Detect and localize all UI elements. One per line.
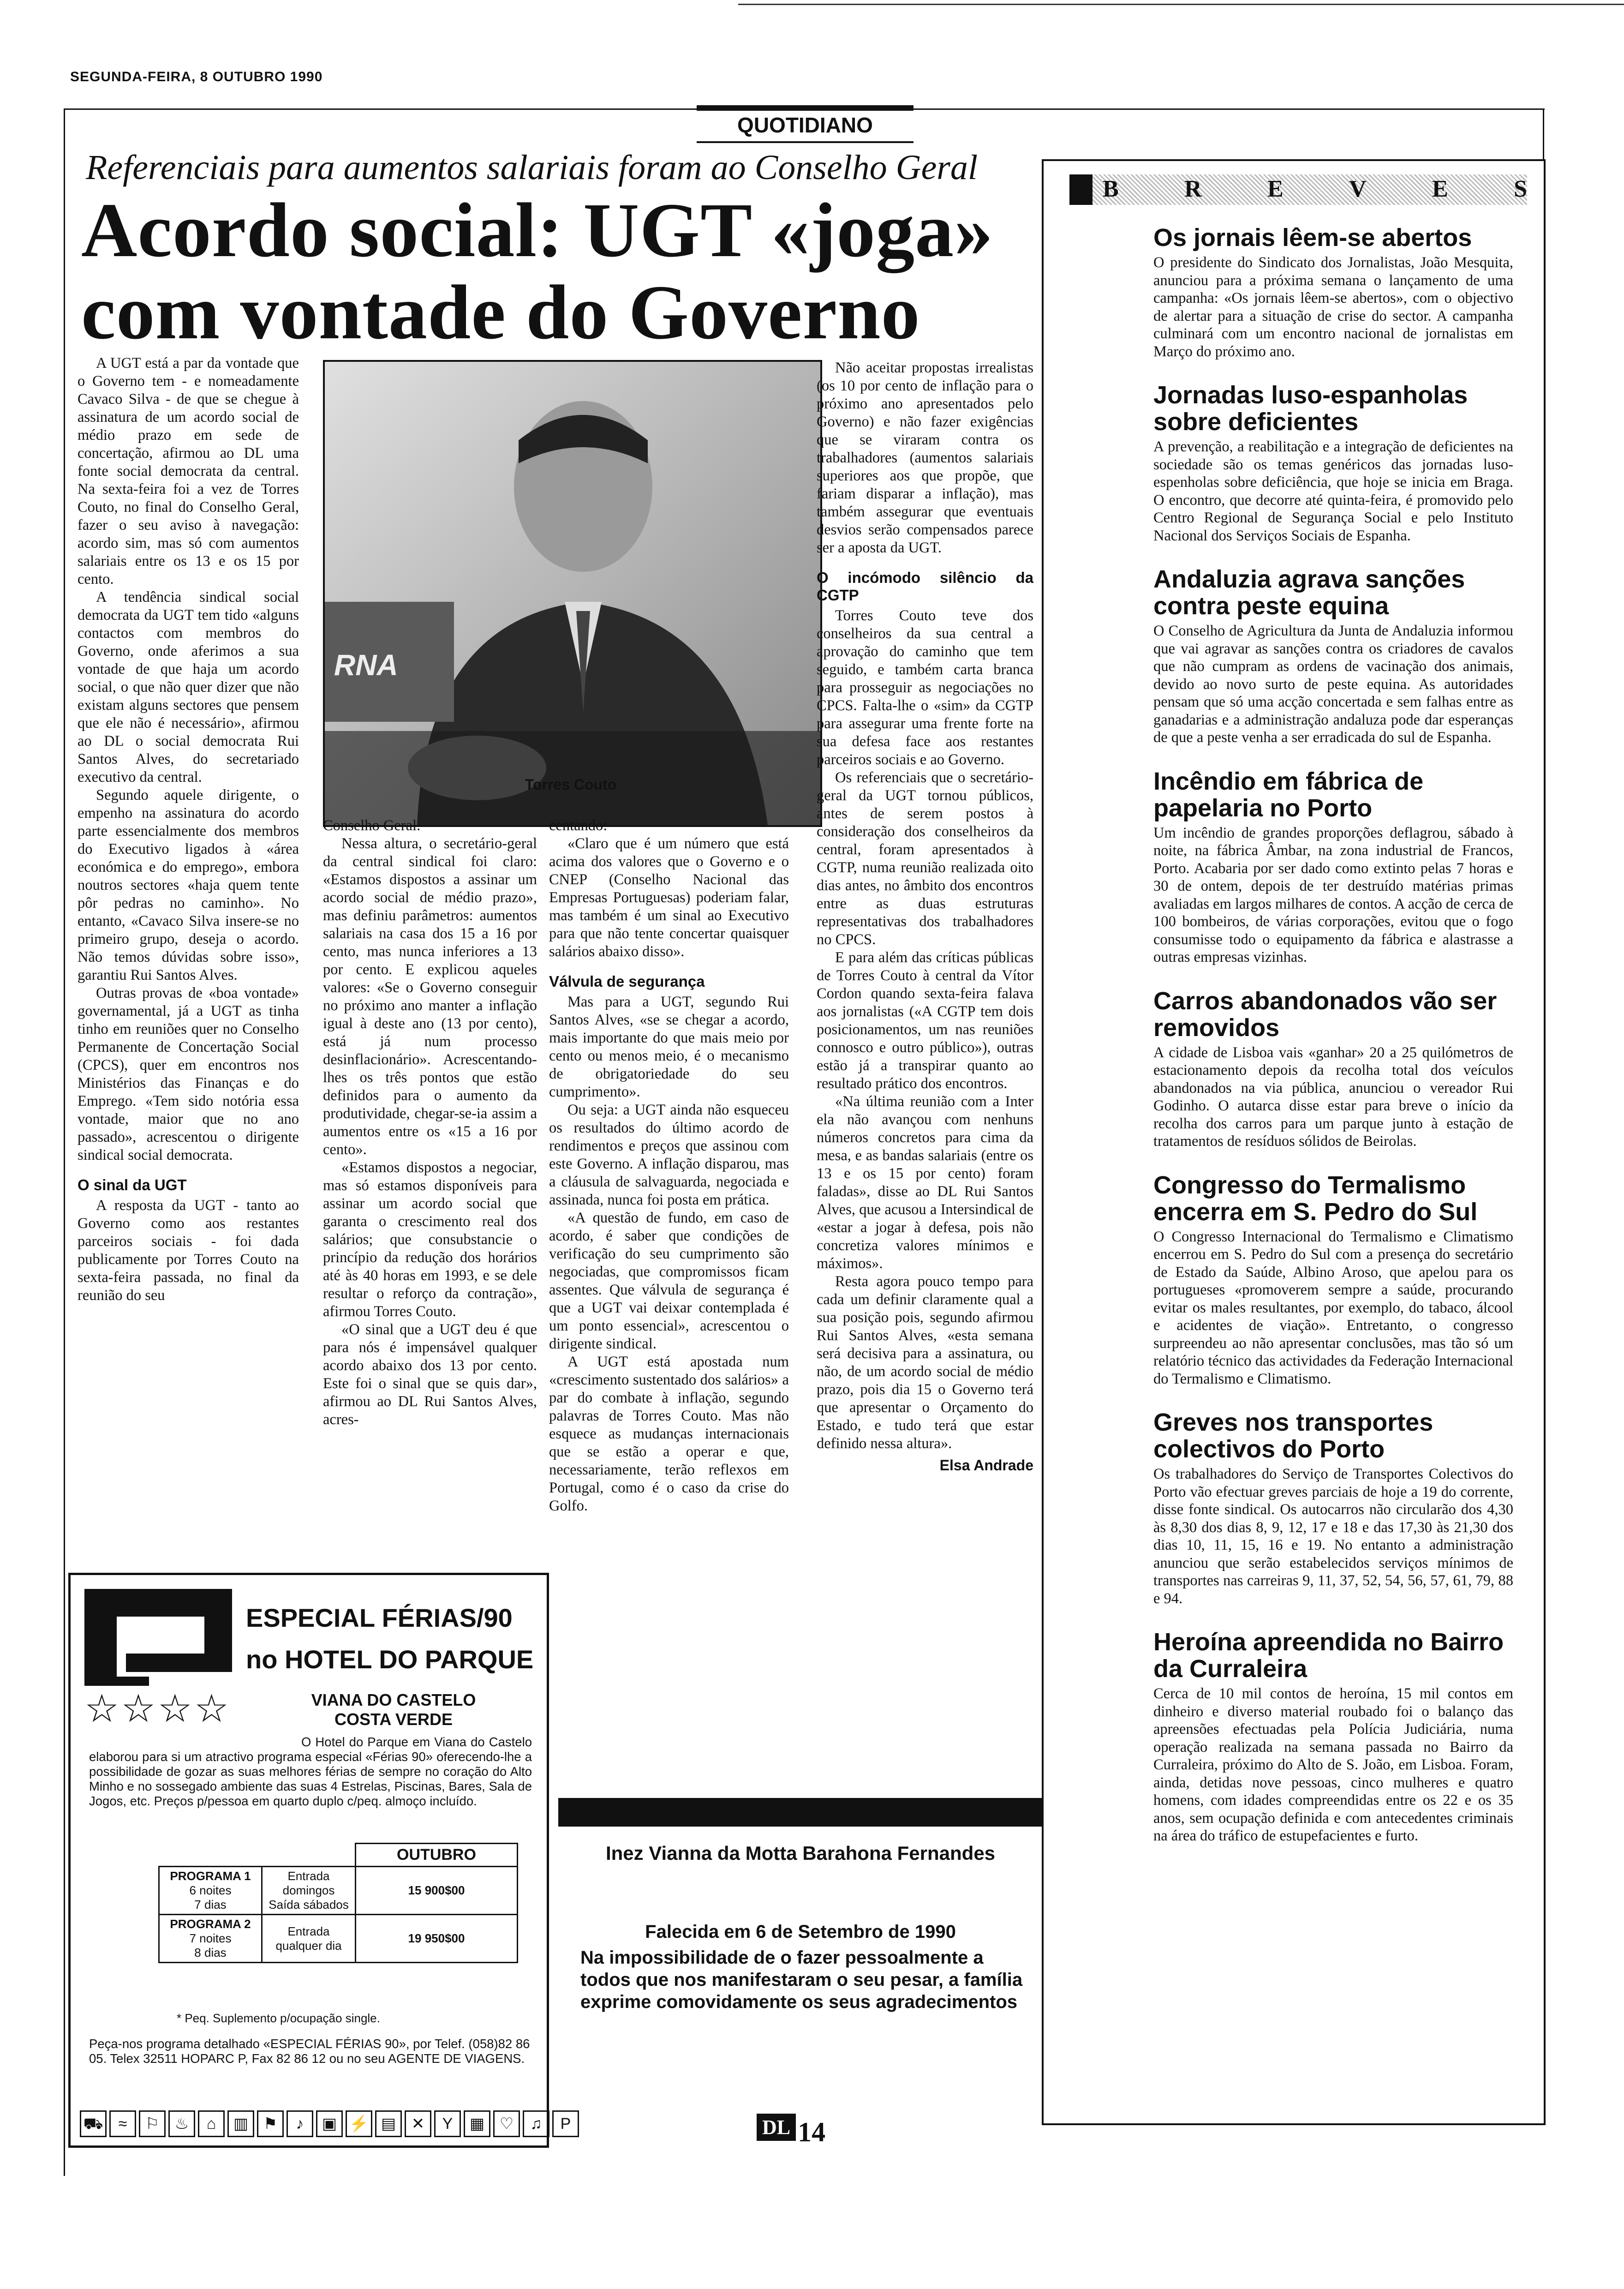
- article-column-1: [78, 354, 299, 1305]
- program-nights: 6 noites: [189, 1883, 232, 1897]
- brief-title: Andaluzia agrava sanções contra peste equina: [1153, 565, 1465, 620]
- paragraph: «Na última reunião com a Inter ela não avançou com nenhuns números concretos para cima da mesa, e as bandas salariais (entre os 13 e os 15 por cento) foram faladas», disse ao DL Rui Santos Alves, que acusou a Intersindical de «estar a jogar à defesa, pois não concretiza valores mínimos e máximos».: [817, 1093, 1033, 1272]
- ad-title-1: ESPECIAL FÉRIAS/90: [246, 1603, 513, 1632]
- table-row: [159, 1867, 518, 1915]
- v220-icon: ⚡: [346, 2110, 372, 2137]
- brief-item: [1153, 566, 1513, 747]
- sport-icon: ⚐: [139, 2110, 166, 2137]
- section-underline: [697, 141, 914, 143]
- program-price: 15 900$00: [356, 1867, 518, 1915]
- paragraph: Não aceitar propostas irrealistas (os 10 por cento de inflação para o próximo ano apresentados pelo Governo) e não fazer exigências que se viraram contra os trabalhadores (aumentos salariais superiores aos que propõe, que fariam disparar a inflação), mas também assegurar que eventuais desvios serão compensados parece ser a aposta da UGT.: [817, 360, 1033, 556]
- paragraph: Torres Couto teve dos conselheiros da sua central a aprovação do caminho que tem seguido, e também carta branca para prosseguir as negociações no CPCS. Falta-lhe o «sim» da CGTP para assegurar uma frente forte na sua defesa face aos restantes parceiros sociais e ao Governo.: [817, 607, 1033, 768]
- breves-letter: E: [1432, 176, 1448, 202]
- headline: [81, 189, 993, 354]
- article-column-3: [549, 817, 789, 1515]
- breves-label: [1103, 175, 1527, 203]
- music-icon: ♫: [523, 2110, 549, 2137]
- glass-icon: Y: [434, 2110, 461, 2137]
- breves-letter: B: [1103, 176, 1119, 202]
- obituary-name: Inez Vianna da Motta Barahona Fernandes: [605, 1842, 996, 1864]
- obituary-black-bar: [558, 1798, 1043, 1827]
- ad-place-2: COSTA VERDE: [334, 1710, 453, 1729]
- section-label: QUOTIDIANO: [737, 113, 873, 137]
- brief-title: Os jornais lêem-se abertos: [1153, 224, 1472, 252]
- ad-body: O Hotel do Parque em Viana do Castelo elaborou para si um atractivo programa especial «Férias 90» oferecendo-lhe a possibilidade de gozar as suas melhores férias de sempre no coração do Alto Minho e no sossegado ambiente das suas 4 Estrelas, Piscinas, Bares, Sala de Jogos, etc. Preços p/pessoa em quarto duplo c/peq. almoço incluído.: [89, 1735, 532, 1808]
- top-edge-line: [738, 4, 1624, 5]
- program-days: 7 dias: [194, 1898, 227, 1911]
- portrait-icon: [325, 362, 820, 825]
- building-icon: ▥: [227, 2110, 254, 2137]
- cinema-icon: ▤: [375, 2110, 402, 2137]
- breves-letter: R: [1184, 176, 1202, 202]
- paragraph: A resposta da UGT - tanto ao Governo como aos restantes parceiros sociais - foi dada publicamente por Torres Couto na sexta-feira passada, no final da reunião do seu: [78, 1197, 299, 1304]
- paragraph: A tendência sindical social democrata da UGT tem tido «alguns contactos com membros do Governo, onde aferimos a sua vontade de que haja um acordo social, o que não quer dizer que não existam alguns sectores que pensem que ele não é necessário», afirmou ao DL o social democrata Rui Santos Alves, do secretariado executivo da central.: [78, 589, 299, 785]
- price-table: [158, 1843, 518, 1963]
- program-entry: Entrada qualquer dia: [275, 1924, 342, 1953]
- program-days: 8 dias: [194, 1946, 227, 1959]
- brief-title: Incêndio em fábrica de papelaria no Porto: [1153, 767, 1424, 822]
- brief-title: Jornadas luso-espanholas sobre deficientes: [1153, 381, 1468, 436]
- paragraph: Segundo aquele dirigente, o empenho na assinatura do acordo parte essencialmente dos membros do Executivo ligados à «área económica e do emprego», embora noutros sectores «haja quem tente pôr pedras no caminho». No entanto, «Cavaco Silva insere-se no primeiro grupo, deseja o acordo. Não temos dúvidas sobre isso», garantiu Rui Santos Alves.: [78, 787, 299, 983]
- paragraph: Os referenciais que o secretário-geral da UGT tornou públicos, antes de serem postos à consideração dos conselheiros da central, foram apresentados à CGTP, numa reunião realizada oito dias antes, no âmbito dos encontros entre as duas estruturas representativas dos trabalhadores no CPCS.: [817, 769, 1033, 948]
- paragraph: «Estamos dispostos a negociar, mas só estamos disponíveis para assinar um acordo social que garanta o crescimento real dos salários; que consubstancie o princípio da redução dos horários até às 40 horas em 1993, e se dele resultar o reforço da contração», afirmou Torres Couto.: [323, 1159, 537, 1320]
- paragraph: «A questão de fundo, em caso de acordo, é saber que condições de verificação do seu cumprimento são negociadas, que compromissos ficam assentes. Que válvula de segurança é que a UGT vai deixar contemplada é um ponto essencial», acrescentou o dirigente sindical.: [549, 1210, 789, 1352]
- brief-item: [1153, 224, 1513, 360]
- no-icon: ✕: [405, 2110, 431, 2137]
- program-label: PROGRAMA 2: [170, 1917, 251, 1931]
- subheading: O incómodo silêncio da CGTP: [817, 569, 1033, 604]
- paragraph: Ou seja: a UGT ainda não esqueceu os resultados do último acordo de rendimentos e preços que assinou com este Governo. A inflação disparou, mas a cláusula de salvaguarda, negociada e assinada, nunca foi posta em prática.: [549, 1102, 789, 1208]
- torres-couto-photo: [323, 360, 822, 827]
- hanger-icon: ⌂: [198, 2110, 225, 2137]
- breves-letter: V: [1349, 176, 1367, 202]
- car-icon: ⛟: [80, 2110, 107, 2137]
- photo-caption: Torres Couto: [525, 776, 617, 793]
- program-exit: Saída sábados: [269, 1898, 349, 1911]
- parking-icon: P: [552, 2110, 579, 2137]
- paragraph: A UGT está a par da vontade que o Governo tem - e nomeadamente Cavaco Silva - de que se chegue à assinatura de um acordo social de médio prazo em sede de concertação, afirmou ao DL uma fonte social democrata da central. Na sexta-feira foi a vez de Torres Couto, no final do Conselho Geral, fazer o seu aviso à navegação: acordo sim, mas só com aumentos salariais entre os 13 e os 15 por cento.: [78, 355, 299, 587]
- page-footer: [757, 2114, 904, 2151]
- bell-icon: ♡: [493, 2110, 520, 2137]
- dateline: SEGUNDA-FEIRA, 8 OUTUBRO 1990: [70, 69, 323, 84]
- page-number: 14: [798, 2116, 826, 2147]
- table-row: [159, 1915, 518, 1963]
- amenity-icons: [80, 2110, 582, 2137]
- program-label: PROGRAMA 1: [170, 1869, 251, 1883]
- frame-left-rule: [64, 108, 65, 2176]
- ad-note: * Peq. Suplemento p/ocupação single.: [177, 2011, 380, 2025]
- frame-right-rule: [1543, 108, 1544, 159]
- headline-line-2: com vontade do Governo: [81, 270, 920, 355]
- paragraph: Outras provas de «boa vontade» governamental, já a UGT as tinha tinho em reuniões quer no Conselho Permanente de Concertação Social (CPCS), quer em encontros nos Ministérios das Finanças e do Emprego. «Tem sido notória essa vontade, maior que no ano passado», acrescentou o dirigente sindical social democrata.: [78, 985, 299, 1163]
- breves-square: [1069, 174, 1093, 205]
- table-header: OUTUBRO: [356, 1844, 518, 1867]
- golf-icon: ⚑: [257, 2110, 284, 2137]
- hotel-logo-icon: [84, 1584, 237, 1695]
- paragraph: Resta agora pouco tempo para cada um definir claramente qual a sua posição pois, segundo afirmou Rui Santos Alves, «esta semana será decisiva para a assinatura, ou não, de um acordo social de médio prazo, pois dia 15 o Governo terá que apresentar o Orçamento do Estado, e tudo terá que estar definido nessa altura».: [817, 1273, 1033, 1452]
- brief-item: [1153, 988, 1513, 1150]
- brief-title: Congresso do Termalismo encerra em S. Pedro do Sul: [1153, 1171, 1478, 1226]
- article-column-2: [323, 817, 537, 1429]
- ad-place-1: VIANA DO CASTELO: [311, 1690, 476, 1709]
- section-bar: [697, 105, 914, 111]
- brief-text: Cerca de 10 mil contos de heroína, 15 mil contos em dinheiro e diverso material roubado foi o balanço das apreensões efectuadas pela Polícia Judiciária, numa operação realizada na semana passada no Bairro da Curraleira, próximo do Alto de S. João, em Lisboa. Foram, ainda, detidas nove pessoas, cinco mulheres e quatro homens, com idades compreendidas entre os 22 e os 35 anos, sem ocupação definida e com antecedentes criminais na área do tráfico de estupefacientes e furto.: [1153, 1685, 1513, 1844]
- paragraph: E para além das críticas públicas de Torres Couto à central da Vítor Cordon quando sexta-feira falava aos jornalistas («A CGTP tem dois posicionamentos, um nas reuniões connosco e outro público»), outras estão já a transpirar quanto ao resultado prático dos encontros.: [817, 949, 1033, 1092]
- breves-letter: E: [1267, 176, 1284, 202]
- subheading: O sinal da UGT: [78, 1176, 187, 1193]
- dining-icon: ▦: [464, 2110, 490, 2137]
- paragraph: centando:: [549, 817, 608, 834]
- program-price: 19 950$00: [356, 1915, 518, 1963]
- paragraph: «Claro que é um número que está acima dos valores que o Governo e o CNEP (Conselho Nacional das Empresas Portuguesas) poderiam falar, mas também é um sinal ao Executivo para que não tente concertar quaisquer salários abaixo disso».: [549, 835, 789, 960]
- brief-item: [1153, 1172, 1513, 1388]
- brief-text: O Conselho de Agricultura da Junta de Andaluzia informou que vai agravar as sanções contra os criadores de cavalos que não cumpram as ordens de vacinação dos animais, devido ao novo surto de peste equina. As autoridades pensam que só uma acção concertada e sem falhas entre as ganadarias e a administração andaluza pode dar esperanças de que a peste venha a ser erradicada do sul de Espanha.: [1153, 623, 1513, 746]
- paragraph: Mas para a UGT, segundo Rui Santos Alves, «se se chegar a acordo, mais importante do que mais meio por cento ou menos meio, é o mecanismo de obrigatoriedade do seu cumprimento».: [549, 994, 789, 1100]
- brief-text: Os trabalhadores do Serviço de Transportes Colectivos do Porto vão efectuar greves parciais de hoje a 19 do corrente, disse fonte sindical. Os autocarros não circularão dos 4,30 às 8,30 dos dias 8, 9, 12, 17 e 18 e das 17,30 às 21,30 dos dias 10, 11, 15, 16 e 19. No entanto a administração anunciou que serão estabelecidos serviços mínimos de transportes nas carreiras 9, 11, 37, 52, 54, 56, 57, 61, 79, 88 e 94.: [1153, 1466, 1513, 1607]
- obituary-text: Na impossibilidade de o fazer pessoalmente a todos que nos manifestaram o seu pesar, a família exprime comovidamente os seus agradecimentos: [580, 1947, 1023, 2012]
- ad-title-2: no HOTEL DO PARQUE: [246, 1645, 534, 1674]
- subheading: Válvula de segurança: [549, 973, 705, 990]
- paragraph: «O sinal que a UGT deu é que para nós é impensável qualquer acordo abaixo dos 13 por cento. Este foi o sinal que se quis dar», afirmou ao DL Rui Santos Alves, acres-: [323, 1321, 537, 1428]
- brief-text: O Congresso Internacional do Termalismo e Climatismo encerrou em S. Pedro do Sul com a presença do secretário de Estado da Saúde, Albino Aroso, que apelou para os portugueses «promoverem sempre a saúde, procurando evitar os males resultantes, por exemplo, do tabaco, álcool e acidentes de viação». Entretanto, o congresso surpreendeu ao não apresentar conclusões, mas tão só um relatório técnico das actividades da Federação Internacional do Termalismo e Climatismo.: [1153, 1228, 1513, 1387]
- brief-text: A prevenção, a reabilitação e a integração de deficientes na sociedade são os temas genéricos das jornadas luso-espenholas sobre deficiência, que hoje se inicia em Braga. O encontro, que decorre até quinta-feira, é promovido pelo Centro Regional de Segurança Social e pelo Instituto Nacional dos Serviços Sociais de Espanha.: [1153, 438, 1513, 544]
- kicker: Referenciais para aumentos salariais foram ao Conselho Geral: [86, 148, 978, 187]
- four-stars-icon: ☆☆☆☆: [84, 1688, 231, 1731]
- paragraph: Conselho Geral.: [323, 817, 421, 834]
- brief-text: O presidente do Sindicato dos Jornalistas, João Mesquita, anunciou para a próxima semana o lançamento de uma campanha: «Os jornais lêem-se abertos», com o objectivo de alertar para a situação de crise do sector. A campanha culminará com um encontro nacional de jornalistas em Março do próximo ano.: [1153, 254, 1513, 360]
- ad-footer: Peça-nos programa detalhado «ESPECIAL FÉRIAS 90», por Telef. (058)82 86 05. Telex 32511 HOPARC P, Fax 82 86 12 ou no seu AGENTE DE VIAGENS.: [89, 2037, 530, 2066]
- brief-title: Carros abandonados vão ser removidos: [1153, 987, 1497, 1042]
- pool-icon: ≈: [109, 2110, 136, 2137]
- brief-item: [1153, 768, 1513, 966]
- breves-list: [1153, 203, 1513, 1845]
- microphone-logo: RNA: [334, 648, 398, 682]
- brief-item: [1153, 1409, 1513, 1607]
- brief-text: Um incêndio de grandes proporções deflagrou, sábado à noite, na fábrica Âmbar, na zona industrial de Francos, Porto. Acabaria por ser dado como extinto pelas 7 horas e 30 de ontem, depois de ter destruído matérias primas avaliadas em largos milhares de contos. A acção de cerca de 100 bombeiros, de várias corporações, evitou que o fogo consumisse todo o equipamento da fábrica e alastrasse a outras empresas vizinhas.: [1153, 824, 1513, 965]
- hotel-ad: [68, 1573, 571, 2148]
- brief-text: A cidade de Lisboa vais «ganhar» 20 a 25 quilómetros de estacionamento depois da recolha total dos veículos abandonados na via pública, anunciou o vereador Rui Godinho. O autarca disse estar para breve o início da recolha dos carros para um parque junto à estação de tratamentos de resíduos sólidos de Beirolas.: [1153, 1044, 1513, 1150]
- bath-icon: ♨: [168, 2110, 195, 2137]
- byline: Elsa Andrade: [939, 1457, 1033, 1474]
- brief-title: Greves nos transportes colectivos do Porto: [1153, 1408, 1433, 1463]
- brief-item: [1153, 1629, 1513, 1845]
- program-nights: 7 noites: [189, 1931, 232, 1945]
- dl-logo: DL: [757, 2114, 796, 2141]
- brief-title: Heroína apreendida no Bairro da Curraleira: [1153, 1628, 1504, 1683]
- breves-letter: S: [1514, 176, 1527, 202]
- paragraph: A UGT está apostada num «crescimento sustentado dos salários» a par do combate à inflação, segundo palavras de Torres Couto. Mas não esquece as mudanças internacionais que se estão a operar e que, necessariamente, terão reflexos em Portugal, como é o caso da crise do Golfo.: [549, 1354, 789, 1514]
- headline-line-1: Acordo social: UGT «joga»: [81, 187, 994, 273]
- paragraph: Nessa altura, o secretário-geral da central sindical foi claro: «Estamos dispostos a assinar um acordo social de médio prazo», mas definiu parâmetros: aumentos salariais na casa dos 15 a 16 por cento, mas nunca inferiores a 13 por cento. E explicou aqueles valores: «Se o Governo conseguir no próximo ano manter a inflação igual à deste ano (13 por cento), está já num processo desinflacionário». Acrescentando-lhes os três pontos que estão definidos para o aumento da produtividade, chegar-se-ia assim a aumentos entre os «15 a 16 por cento».: [323, 835, 537, 1158]
- obituary-date: Falecida em 6 de Setembro de 1990: [645, 1922, 956, 1942]
- brief-item: [1153, 382, 1513, 545]
- article-column-4: [817, 359, 1033, 1474]
- program-entry: Entrada domingos: [282, 1869, 335, 1897]
- pipe-icon: ♪: [287, 2110, 313, 2137]
- tv-icon: ▣: [316, 2110, 343, 2137]
